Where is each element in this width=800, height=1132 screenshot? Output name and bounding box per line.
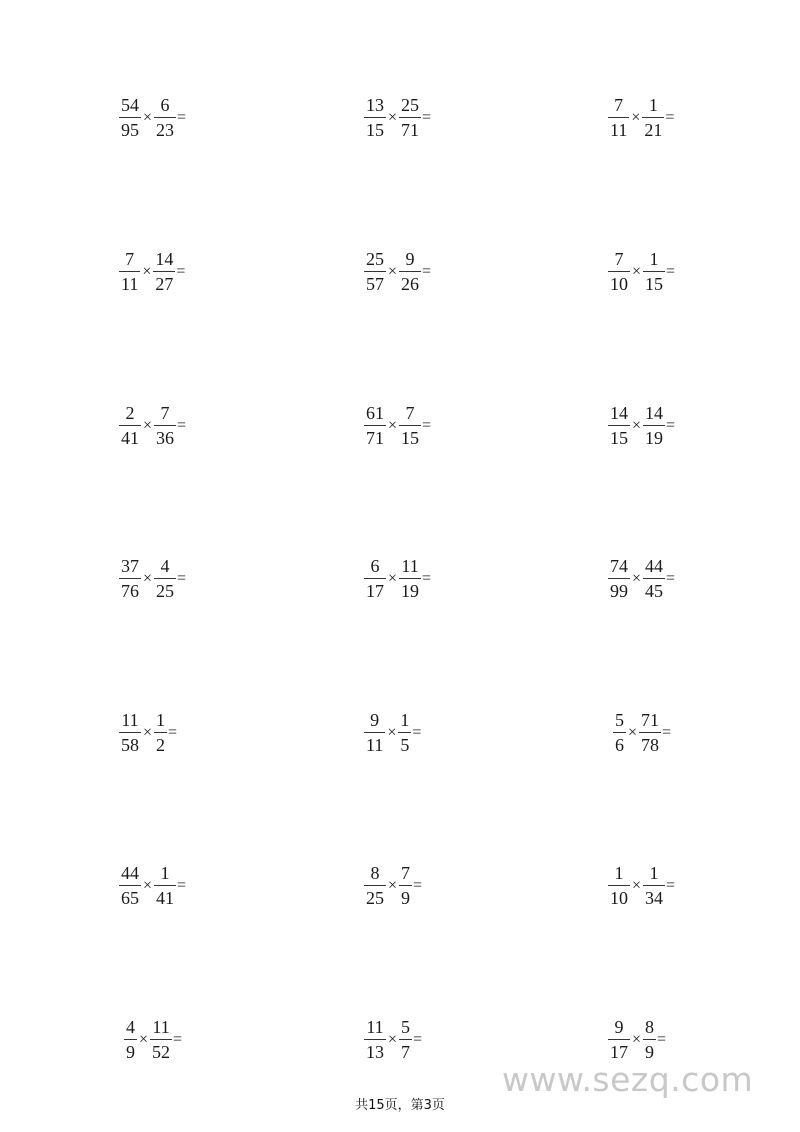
math-problem	[119, 864, 186, 907]
second-fraction	[643, 864, 665, 907]
numerator: 54	[121, 95, 139, 115]
math-problem	[364, 864, 422, 907]
watermark: www.sezq.com	[502, 1060, 754, 1099]
math-problem	[364, 250, 431, 293]
equals-sign: =	[422, 569, 432, 587]
second-fraction	[643, 557, 665, 600]
denominator: 15	[610, 428, 628, 448]
numerator: 61	[366, 403, 384, 423]
times-sign: ×	[143, 723, 153, 741]
denominator: 11	[610, 120, 628, 140]
numerator: 1	[649, 863, 659, 883]
math-problem	[608, 1018, 666, 1061]
math-problem	[364, 404, 431, 447]
first-fraction	[613, 711, 626, 754]
numerator: 1	[649, 249, 659, 269]
numerator: 9	[614, 1017, 624, 1037]
equals-sign: =	[666, 416, 676, 434]
denominator: 41	[156, 888, 175, 908]
numerator: 9	[405, 249, 415, 269]
first-fraction	[608, 250, 630, 293]
times-sign: ×	[388, 876, 398, 894]
denominator: 21	[644, 120, 663, 140]
times-sign: ×	[143, 416, 153, 434]
denominator: 71	[366, 428, 384, 448]
second-fraction	[399, 96, 421, 139]
second-fraction	[399, 557, 421, 600]
equals-sign: =	[413, 876, 423, 894]
numerator: 1	[648, 95, 658, 115]
equals-sign: =	[176, 262, 186, 280]
times-sign: ×	[143, 108, 153, 126]
math-problem	[119, 96, 186, 139]
times-sign: ×	[143, 876, 153, 894]
denominator: 25	[366, 888, 384, 908]
times-sign: ×	[388, 1030, 398, 1048]
denominator: 6	[615, 735, 624, 755]
denominator: 11	[366, 735, 384, 755]
times-sign: ×	[388, 416, 398, 434]
denominator: 10	[610, 888, 628, 908]
second-fraction	[398, 711, 411, 754]
denominator: 57	[366, 274, 384, 294]
denominator: 9	[645, 1042, 655, 1062]
second-fraction	[154, 96, 176, 139]
math-problem	[364, 557, 431, 600]
numerator: 7	[160, 403, 170, 423]
first-fraction	[124, 1018, 137, 1061]
math-problem	[119, 404, 186, 447]
equals-sign: =	[422, 108, 432, 126]
numerator: 11	[401, 556, 419, 576]
numerator: 2	[125, 403, 135, 423]
numerator: 1	[400, 710, 410, 730]
math-problem	[608, 557, 675, 600]
numerator: 44	[121, 863, 139, 883]
denominator: 10	[610, 274, 628, 294]
math-problem	[608, 96, 674, 139]
numerator: 74	[610, 556, 628, 576]
second-fraction	[643, 250, 665, 293]
second-fraction	[153, 250, 175, 293]
times-sign: ×	[143, 569, 153, 587]
equals-sign: =	[177, 876, 187, 894]
math-problem	[608, 864, 675, 907]
denominator: 15	[366, 120, 384, 140]
denominator: 36	[156, 428, 175, 448]
denominator: 78	[641, 735, 660, 755]
times-sign: ×	[139, 1030, 149, 1048]
second-fraction	[399, 404, 421, 447]
denominator: 71	[401, 120, 420, 140]
numerator: 14	[155, 249, 174, 269]
second-fraction	[399, 1018, 412, 1061]
numerator: 4	[160, 556, 170, 576]
first-fraction	[119, 96, 141, 139]
equals-sign: =	[422, 416, 432, 434]
denominator: 19	[401, 581, 420, 601]
numerator: 7	[614, 95, 624, 115]
numerator: 5	[615, 710, 624, 730]
times-sign: ×	[631, 108, 641, 126]
denominator: 13	[366, 1042, 384, 1062]
equals-sign: =	[666, 569, 676, 587]
math-problem	[119, 250, 185, 293]
second-fraction	[399, 250, 421, 293]
page-footer: 共15页，第3页	[355, 1098, 445, 1113]
denominator: 27	[155, 274, 174, 294]
numerator: 5	[401, 1017, 411, 1037]
numerator: 7	[125, 249, 135, 269]
second-fraction	[643, 404, 665, 447]
numerator: 11	[121, 710, 139, 730]
equals-sign: =	[413, 1030, 423, 1048]
denominator: 9	[401, 888, 411, 908]
numerator: 25	[366, 249, 384, 269]
times-sign: ×	[632, 876, 642, 894]
math-problem	[608, 404, 675, 447]
numerator: 14	[645, 403, 664, 423]
denominator: 45	[645, 581, 664, 601]
first-fraction	[119, 711, 141, 754]
equals-sign: =	[412, 723, 422, 741]
times-sign: ×	[632, 1030, 642, 1048]
times-sign: ×	[632, 416, 642, 434]
denominator: 11	[121, 274, 139, 294]
numerator: 7	[401, 863, 411, 883]
numerator: 8	[370, 863, 380, 883]
times-sign: ×	[387, 723, 397, 741]
first-fraction	[364, 404, 386, 447]
equals-sign: =	[657, 1030, 667, 1048]
equals-sign: =	[665, 108, 675, 126]
second-fraction	[399, 864, 412, 907]
times-sign: ×	[142, 262, 152, 280]
denominator: 58	[121, 735, 139, 755]
math-problem	[608, 250, 675, 293]
second-fraction	[639, 711, 661, 754]
first-fraction	[608, 96, 629, 139]
math-problem	[613, 711, 671, 754]
numerator: 11	[366, 1017, 384, 1037]
equals-sign: =	[666, 262, 676, 280]
denominator: 25	[156, 581, 175, 601]
denominator: 9	[126, 1042, 135, 1062]
denominator: 17	[366, 581, 384, 601]
first-fraction	[608, 1018, 630, 1061]
math-problem	[364, 711, 421, 754]
denominator: 99	[610, 581, 628, 601]
first-fraction	[119, 864, 141, 907]
denominator: 41	[121, 428, 139, 448]
denominator: 15	[645, 274, 664, 294]
times-sign: ×	[388, 108, 398, 126]
equals-sign: =	[177, 416, 187, 434]
times-sign: ×	[388, 569, 398, 587]
first-fraction	[364, 1018, 386, 1061]
denominator: 17	[610, 1042, 628, 1062]
first-fraction	[364, 557, 386, 600]
denominator: 65	[121, 888, 139, 908]
denominator: 19	[645, 428, 664, 448]
numerator: 11	[152, 1017, 170, 1037]
denominator: 52	[152, 1042, 171, 1062]
equals-sign: =	[422, 262, 432, 280]
denominator: 2	[156, 735, 166, 755]
denominator: 76	[121, 581, 139, 601]
denominator: 15	[401, 428, 420, 448]
equals-sign: =	[666, 876, 676, 894]
denominator: 95	[121, 120, 139, 140]
math-problem	[364, 1018, 422, 1061]
first-fraction	[364, 864, 386, 907]
math-problem	[119, 711, 177, 754]
second-fraction	[643, 1018, 656, 1061]
first-fraction	[608, 557, 630, 600]
second-fraction	[154, 864, 176, 907]
numerator: 1	[614, 863, 624, 883]
math-problem	[364, 96, 431, 139]
times-sign: ×	[388, 262, 398, 280]
denominator: 34	[645, 888, 664, 908]
second-fraction	[154, 557, 176, 600]
second-fraction	[154, 404, 176, 447]
denominator: 5	[400, 735, 410, 755]
equals-sign: =	[173, 1030, 183, 1048]
first-fraction	[608, 864, 630, 907]
numerator: 1	[156, 710, 166, 730]
first-fraction	[364, 250, 386, 293]
first-fraction	[119, 250, 140, 293]
first-fraction	[608, 404, 630, 447]
numerator: 9	[370, 710, 380, 730]
second-fraction	[150, 1018, 172, 1061]
equals-sign: =	[177, 108, 187, 126]
numerator: 71	[641, 710, 660, 730]
numerator: 4	[126, 1017, 135, 1037]
numerator: 37	[121, 556, 139, 576]
numerator: 44	[645, 556, 664, 576]
math-problem	[119, 557, 186, 600]
numerator: 7	[614, 249, 624, 269]
equals-sign: =	[168, 723, 178, 741]
numerator: 1	[160, 863, 170, 883]
numerator: 25	[401, 95, 420, 115]
numerator: 13	[366, 95, 384, 115]
second-fraction	[154, 711, 167, 754]
numerator: 8	[645, 1017, 655, 1037]
times-sign: ×	[632, 569, 642, 587]
numerator: 6	[160, 95, 170, 115]
denominator: 23	[156, 120, 175, 140]
first-fraction	[119, 404, 141, 447]
first-fraction	[119, 557, 141, 600]
equals-sign: =	[177, 569, 187, 587]
second-fraction	[642, 96, 664, 139]
first-fraction	[364, 711, 385, 754]
equals-sign: =	[662, 723, 672, 741]
times-sign: ×	[628, 723, 638, 741]
numerator: 14	[610, 403, 628, 423]
first-fraction	[364, 96, 386, 139]
numerator: 6	[370, 556, 380, 576]
times-sign: ×	[632, 262, 642, 280]
denominator: 26	[401, 274, 420, 294]
math-problem	[124, 1018, 182, 1061]
numerator: 7	[405, 403, 415, 423]
denominator: 7	[401, 1042, 411, 1062]
